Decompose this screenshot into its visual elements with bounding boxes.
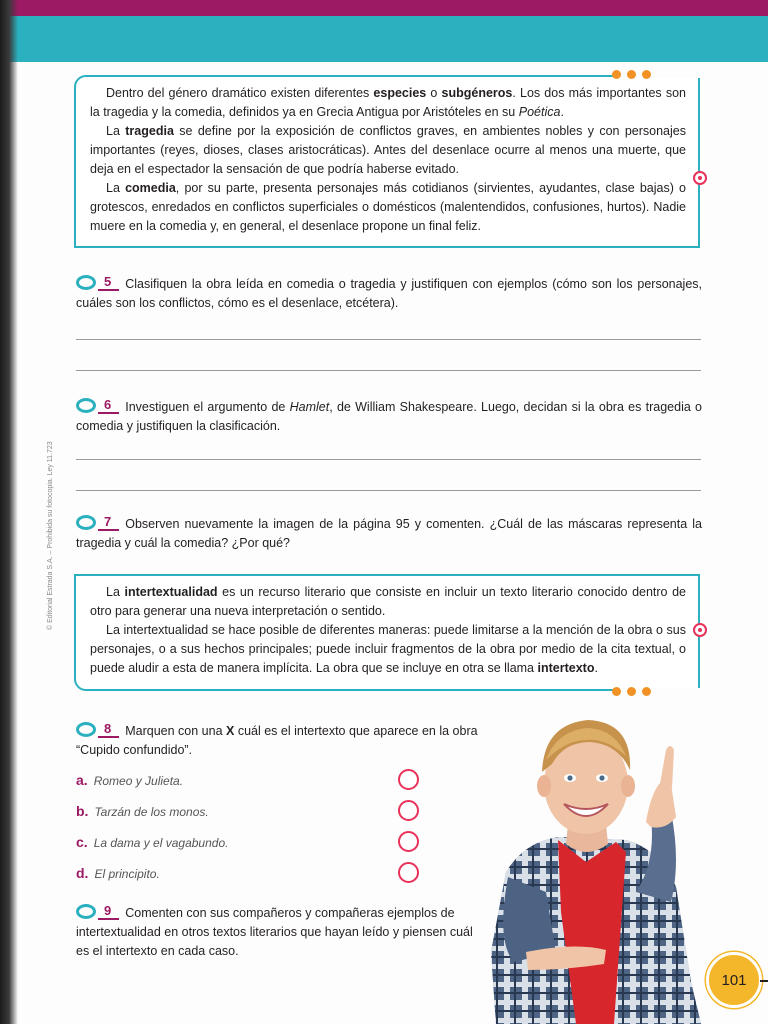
option-letter: b. — [76, 803, 89, 819]
title-hamlet: Hamlet — [289, 400, 330, 414]
activity-marker — [76, 515, 119, 531]
mark-x: X — [226, 724, 235, 738]
text-run: La — [106, 181, 126, 195]
info-paragraph-1 — [90, 84, 686, 122]
boy-pointing-photo — [486, 712, 701, 1024]
text-run: La — [106, 124, 126, 138]
text-run: . — [594, 661, 598, 675]
activity-6 — [76, 398, 702, 436]
circle-icon — [76, 722, 96, 737]
decorative-dots — [612, 687, 651, 696]
term-intertexto: intertexto — [537, 661, 595, 675]
options-list — [76, 767, 426, 891]
answer-line[interactable] — [76, 490, 701, 491]
page-number-badge — [706, 952, 762, 1008]
term-intertextualidad: intertextualidad — [124, 585, 218, 599]
activity-5 — [76, 275, 702, 313]
activity-text: Clasifiquen la obra leída en comedia o tragedia y justifiquen con ejemplos (cómo son los personajes, cuáles son los conflictos, cómo es el desenlace, etcétera). — [76, 277, 702, 310]
activity-number: 9 — [98, 904, 119, 920]
option-text: El principito. — [94, 867, 160, 881]
option-c — [76, 829, 426, 860]
activity-marker — [76, 722, 119, 738]
target-icon — [693, 171, 707, 185]
activity-9 — [76, 904, 476, 961]
text-run: se define por la exposición de conflictos graves, en ambientes nobles y con personajes importantes (reyes, dioses, clases aristocráticas). Antes del desenlace ocurre al menos una muerte, que deja en el espectador la sensación de que podría haberse evitado. — [90, 124, 686, 176]
page-number: 101 — [721, 971, 747, 989]
activity-text: Observen nuevamente la imagen de la página 95 y comenten. ¿Cuál de las máscaras representa la tragedia y cuál la comedia? ¿Por qué? — [76, 517, 702, 550]
activity-text: Investiguen el argumento de — [125, 400, 290, 414]
answer-line[interactable] — [76, 339, 701, 340]
text-run: La intertextualidad se hace posible de diferentes maneras: puede limitarse a la mención de la obra o sus personajes, o a sus hechos principales; puede incluir fragmentos de la obra por medio de la cita textual, o puede aludir a esta de manera implícita. La obra que se incluye en otra se llama — [90, 623, 686, 675]
activity-8 — [76, 722, 506, 760]
info-paragraph-1 — [90, 583, 686, 621]
copyright-text: © Editorial Estrada S.A. – Prohibida su fotocopia. Ley 11.723 — [47, 441, 54, 630]
text-run: La — [106, 585, 125, 599]
option-text: Romeo y Julieta. — [93, 774, 184, 788]
option-a — [76, 767, 426, 798]
text-run: , por su parte, presenta personajes más cotidianos (sirvientes, ayudantes, clase bajas) o grotescos, enredados en conflictos superficiales o domésticos (malentendidos, confusiones, hurtos). Nadie muere en la comedia y, en general, el desenlace propone un final feliz. — [90, 181, 686, 233]
term-subgeneros: subgéneros — [441, 86, 513, 100]
info-paragraph-2 — [90, 122, 686, 179]
circle-icon — [76, 515, 96, 530]
option-checkbox[interactable] — [398, 862, 419, 883]
activity-number: 7 — [98, 515, 119, 531]
circle-icon — [76, 275, 96, 290]
text-run: . Los dos más importantes son la tragedia y la comedia, definidos ya en Grecia Antigua por Aristóteles en su — [90, 86, 686, 119]
activity-number: 5 — [98, 275, 119, 291]
term-tragedia: tragedia — [125, 124, 174, 138]
top-band-teal — [0, 16, 768, 62]
target-icon — [693, 623, 707, 637]
info-paragraph-2 — [90, 621, 686, 678]
text-run: o — [426, 86, 442, 100]
activity-number: 8 — [98, 722, 119, 738]
option-checkbox[interactable] — [398, 831, 419, 852]
option-d — [76, 860, 426, 891]
genre-info-box — [74, 75, 700, 248]
activity-text: cuál es el intertexto que aparece en la obra “Cupido confundido”. — [76, 724, 478, 757]
activity-text: , de William Shakespeare. Luego, decidan si la obra es tragedia o comedia y justifiquen la clasificación. — [76, 400, 703, 433]
activity-number: 6 — [98, 398, 119, 414]
title-poetica: Poética — [518, 105, 561, 119]
circle-icon — [76, 904, 96, 919]
copyright-notice — [46, 410, 58, 630]
activity-marker — [76, 904, 119, 920]
page-number-line — [760, 980, 768, 982]
answer-line[interactable] — [76, 370, 701, 371]
activity-text: Comenten con sus compañeros y compañeras ejemplos de intertextualidad en otros textos literarios que hayan leído y piensen cuál es el intertexto en cada caso. — [76, 906, 473, 958]
answer-line[interactable] — [76, 459, 701, 460]
option-text: La dama y el vagabundo. — [93, 836, 229, 850]
option-checkbox[interactable] — [398, 800, 419, 821]
info-paragraph-3 — [90, 179, 686, 236]
intertextuality-info-box — [74, 574, 700, 691]
text-run: Dentro del género dramático existen diferentes — [106, 86, 374, 100]
text-run: es un recurso literario que consiste en incluir un texto literario conocido dentro de otro para generar una nueva interpretación o sentido. — [90, 585, 686, 618]
option-letter: a. — [76, 772, 88, 788]
activity-text: Marquen con una — [125, 724, 226, 738]
option-letter: c. — [76, 834, 88, 850]
term-especies: especies — [373, 86, 427, 100]
text-run: . — [560, 105, 564, 119]
decorative-dots — [612, 70, 651, 79]
option-b — [76, 798, 426, 829]
top-band-magenta — [0, 0, 768, 16]
book-spine-shadow — [0, 0, 18, 1024]
activity-7 — [76, 515, 702, 553]
circle-icon — [76, 398, 96, 413]
option-text: Tarzán de los monos. — [94, 805, 209, 819]
option-checkbox[interactable] — [398, 769, 419, 790]
activity-marker — [76, 398, 119, 414]
activity-marker — [76, 275, 119, 291]
term-comedia: comedia — [125, 181, 176, 195]
option-letter: d. — [76, 865, 89, 881]
